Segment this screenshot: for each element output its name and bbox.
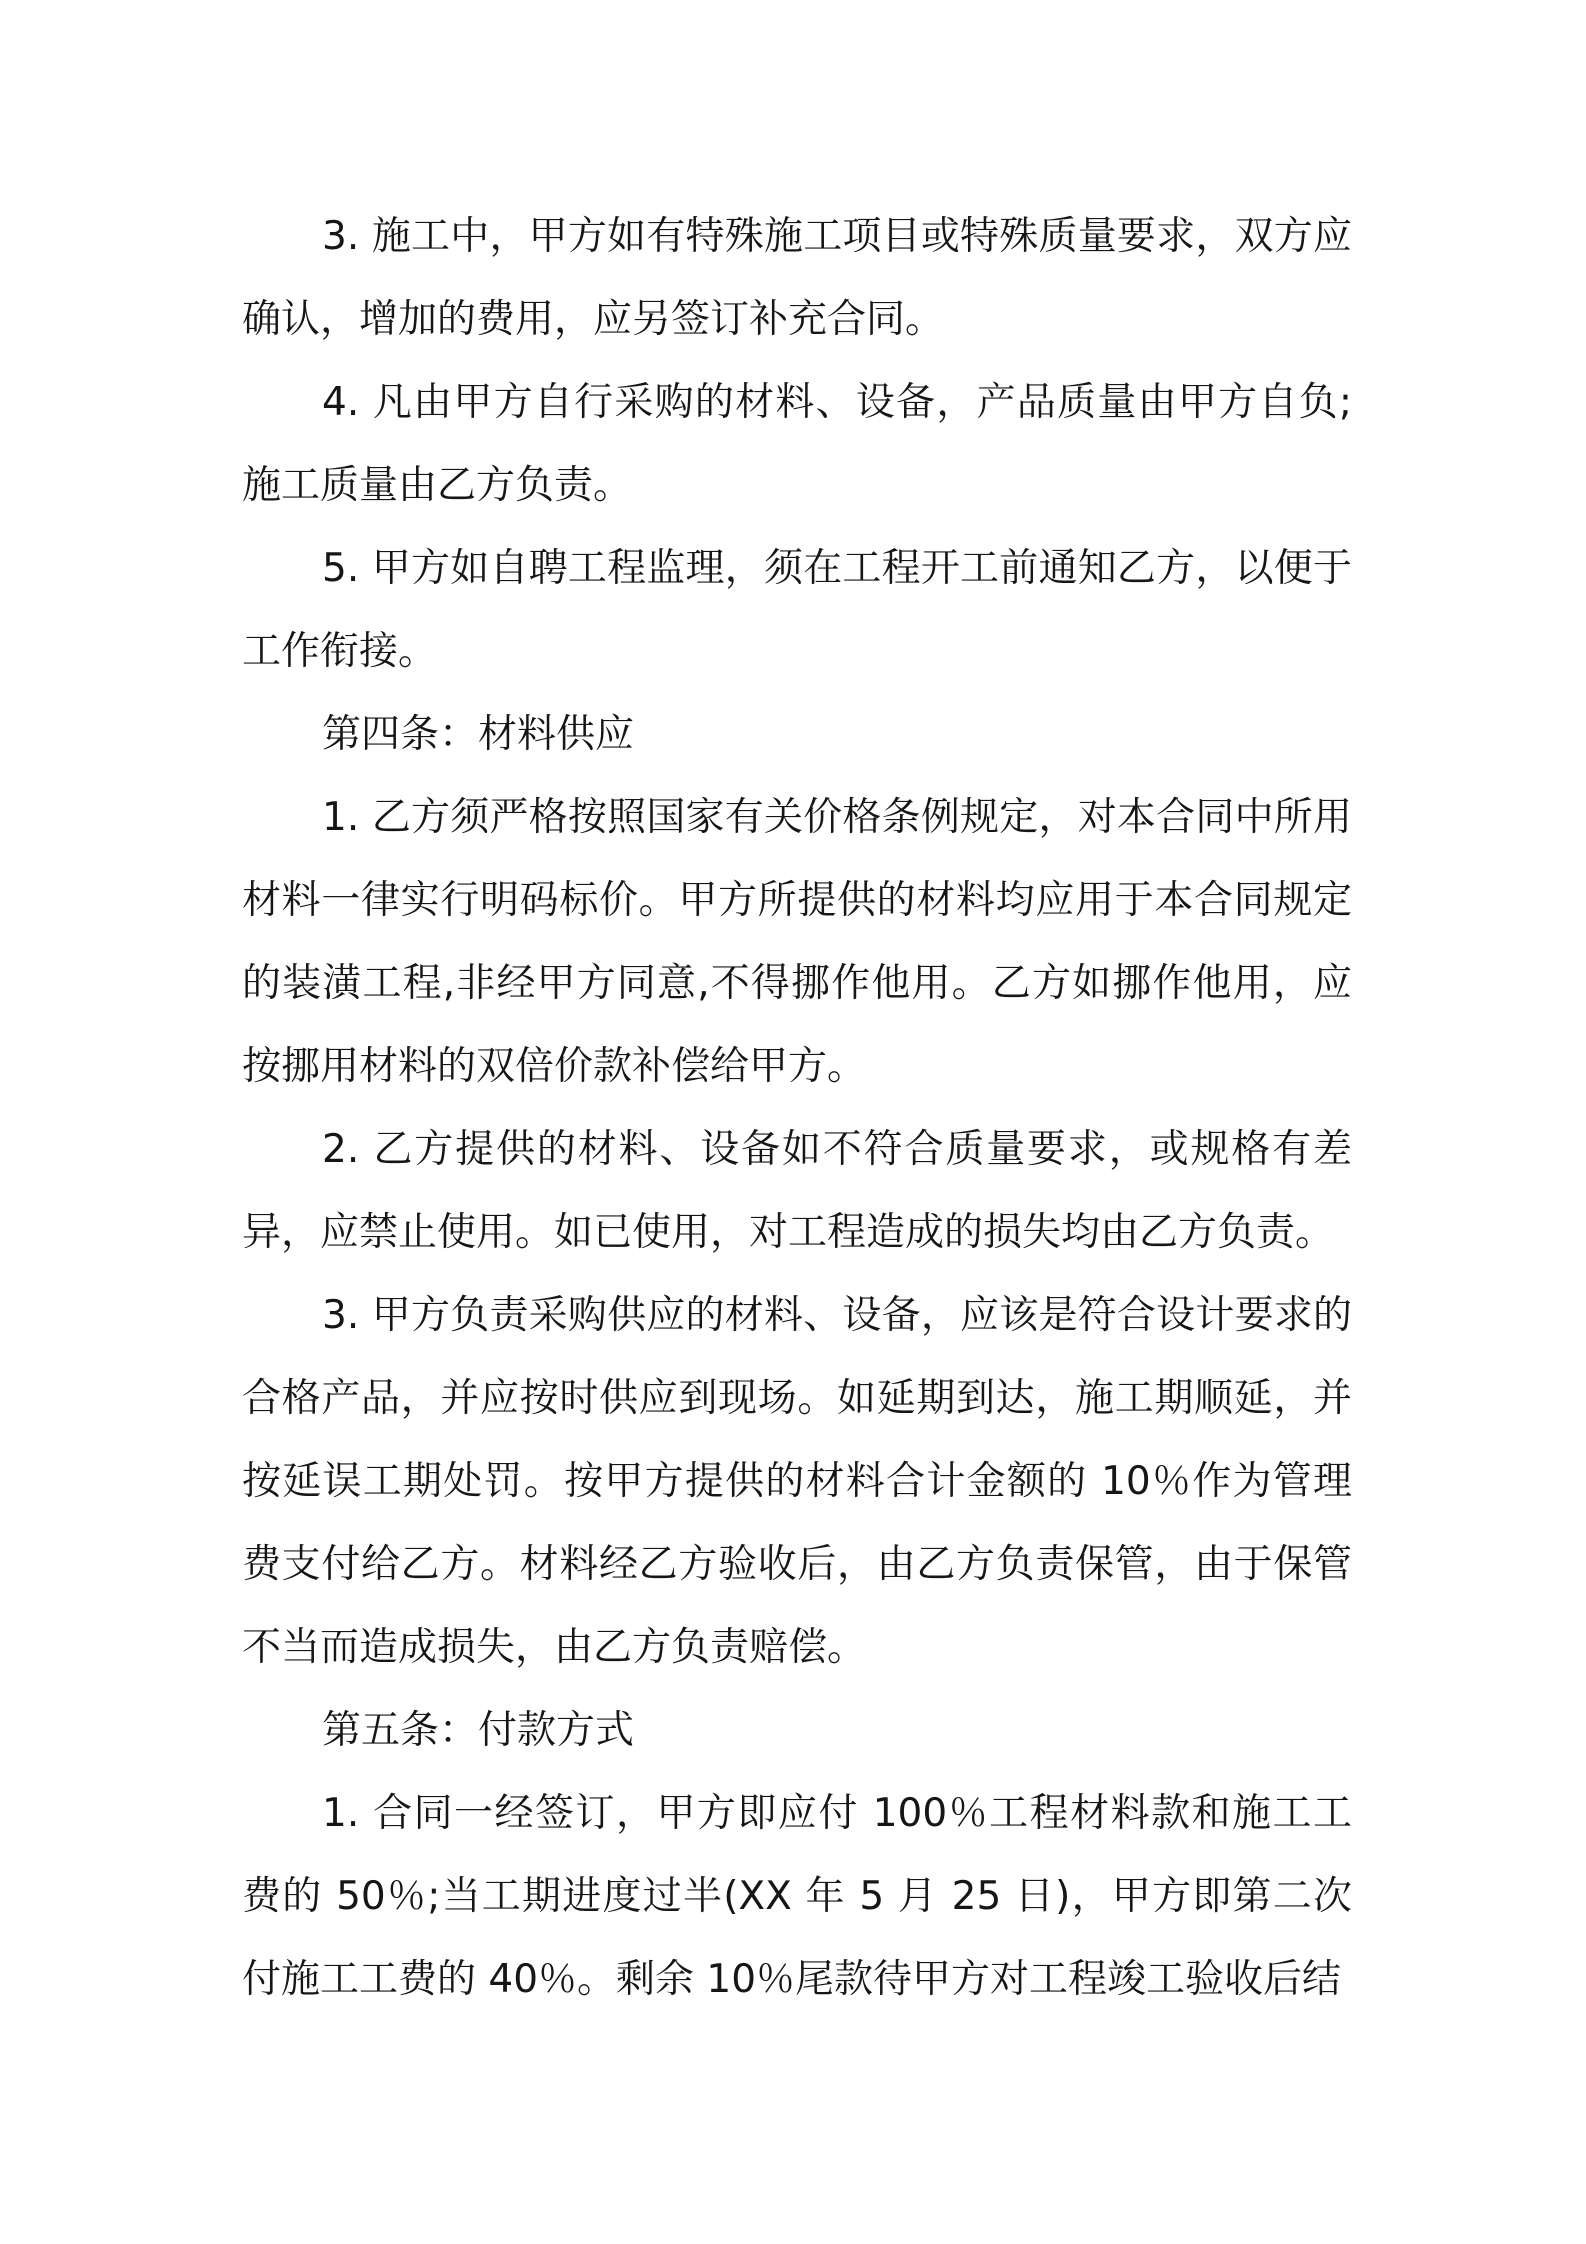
article-4-clause-3: 3. 甲方负责采购供应的材料、设备，应该是符合设计要求的合格产品，并应按时供应到现场。如延期到达，施工期顺延，并按延误工期处罚。按甲方提供的材料合计金额的 10％作为管理费支付给乙方。材料经乙方验收后，由乙方负责保管，由于保管不当而造成损失，由乙方负责赔偿。 xyxy=(242,1293,1352,1670)
article-5-heading: 第五条：付款方式 xyxy=(322,1708,635,1753)
article-4-heading: 第四条：材料供应 xyxy=(322,712,635,757)
document-body xyxy=(242,195,1352,2021)
article-5-clause-1: 1. 合同一经签订，甲方即应付 100％工程材料款和施工工费的 50％;当工期进度过半(XX 年 5 月 25 日)，甲方即第二次付施工工费的 40％。剩余 10％尾款待甲方对工程竣工验收后结 xyxy=(242,1791,1352,2002)
clause-4-owner-purchased-materials: 4. 凡由甲方自行采购的材料、设备，产品质量由甲方自负;施工质量由乙方负责。 xyxy=(242,380,1352,508)
article-4-clause-1: 1. 乙方须严格按照国家有关价格条例规定，对本合同中所用材料一律实行明码标价。甲方所提供的材料均应用于本合同规定的装潢工程,非经甲方同意,不得挪作他用。乙方如挪作他用，应按挪用材料的双倍价款补偿给甲方。 xyxy=(242,795,1352,1089)
clause-3-special-items: 3. 施工中，甲方如有特殊施工项目或特殊质量要求，双方应确认，增加的费用，应另签订补充合同。 xyxy=(242,214,1352,342)
clause-5-supervision: 5. 甲方如自聘工程监理，须在工程开工前通知乙方，以便于工作衔接。 xyxy=(242,546,1352,674)
article-4-clause-2: 2. 乙方提供的材料、设备如不符合质量要求，或规格有差异，应禁止使用。如已使用，对工程造成的损失均由乙方负责。 xyxy=(242,1127,1352,1255)
